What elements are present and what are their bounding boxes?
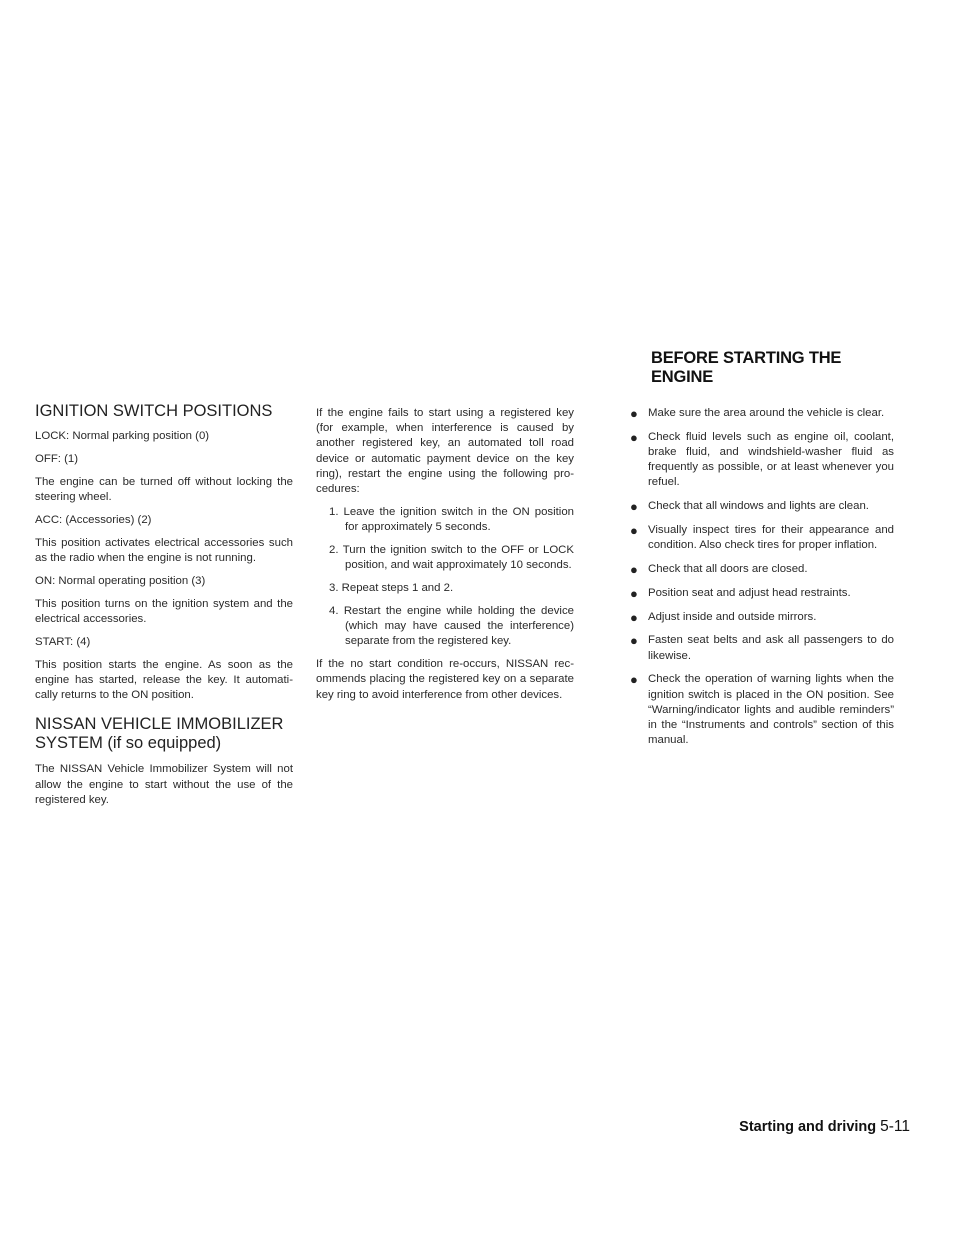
list-item	[630, 430, 894, 491]
column-restart-procedure	[316, 406, 574, 711]
list-item	[630, 523, 894, 553]
footer-chapter: Starting and driving	[739, 1119, 877, 1135]
heading-line: NISSAN VEHICLE IMMOBILIZER	[35, 715, 284, 734]
heading-immobilizer-system	[35, 715, 293, 753]
column-ignition-switch	[35, 402, 293, 816]
paragraph: This position turns on the ignition system and the electrical accessories.	[35, 597, 293, 625]
list-item-text: Visually inspect tires for their appearance and condition. Also check tires for proper inflation.	[648, 524, 894, 552]
list-item	[630, 672, 894, 748]
paragraph: ON: Normal operating position (3)	[35, 574, 206, 587]
paragraph: This position starts the engine. As soon as the engine has started, release the key. It automatically returns to the ON position.	[35, 658, 293, 702]
paragraph: The engine can be turned off without locking the steering wheel.	[35, 475, 293, 503]
bullet-icon: ●	[630, 585, 638, 601]
paragraph: OFF: (1)	[35, 452, 79, 465]
paragraph: LOCK: Normal parking position (0)	[35, 430, 210, 442]
list-item-text: Check fluid levels such as engine oil, coolant, brake fluid, and windshield-washer fluid as frequently as possible, or at least whenever you refuel.	[648, 430, 894, 489]
list-item	[630, 499, 894, 514]
bullet-icon: ●	[630, 633, 638, 649]
list-item-text: Check the operation of warning lights when the ignition switch is placed in the ON position. See “Warning/indicator lights and audible reminders” in the “Instruments and controls” section of this manual.	[648, 673, 894, 747]
list-item	[630, 406, 894, 421]
paragraph: The NISSAN Vehicle Immobilizer System will not allow the engine to start without the use of the registered key.	[35, 763, 293, 806]
paragraph: If the no start condition re-occurs, NISSAN recommends placing the registered key on a separate key ring to avoid interference from other devices.	[316, 658, 574, 701]
page-number: 5-11	[880, 1118, 910, 1135]
procedure-steps	[316, 505, 574, 650]
bullet-icon: ●	[630, 609, 638, 625]
heading-ignition-switch-positions: IGNITION SWITCH POSITIONS	[35, 402, 273, 420]
list-item	[630, 610, 894, 625]
list-item: 2. Turn the ignition switch to the OFF or LOCK position, and wait approximately 10 seconds.	[329, 544, 574, 572]
list-item	[630, 633, 894, 663]
bullet-icon: ●	[630, 499, 638, 515]
list-item-text: Check that all windows and lights are clean.	[648, 500, 869, 513]
list-item: 3. Repeat steps 1 and 2.	[329, 582, 454, 595]
page-footer	[739, 1118, 910, 1136]
bullet-icon: ●	[630, 523, 638, 538]
list-item-text: Position seat and adjust head restraints.	[648, 586, 851, 599]
list-item	[630, 562, 894, 577]
list-item-text: Check that all doors are closed.	[648, 563, 808, 575]
bullet-icon: ●	[630, 672, 638, 688]
list-item-text: Make sure the area around the vehicle is clear.	[648, 407, 885, 419]
checklist	[630, 406, 894, 748]
paragraph: This position activates electrical accessories such as the radio when the engine is not running.	[35, 536, 293, 564]
bullet-icon: ●	[630, 406, 638, 421]
bullet-icon: ●	[630, 429, 638, 445]
column-checklist	[630, 406, 894, 757]
paragraph: START: (4)	[35, 635, 91, 648]
list-item: 1. Leave the ignition switch in the ON position for approximately 5 seconds.	[329, 505, 574, 534]
heading-line: SYSTEM (if so equipped)	[35, 734, 222, 753]
bullet-icon: ●	[630, 562, 638, 577]
list-item: 4. Restart the engine while holding the device (which may have caused the interference) separate from the registered key.	[329, 604, 574, 648]
paragraph: ACC: (Accessories) (2)	[35, 513, 152, 526]
list-item-text: Fasten seat belts and ask all passengers to do likewise.	[648, 634, 894, 662]
list-item-text: Adjust inside and outside mirrors.	[648, 610, 817, 623]
list-item	[630, 586, 894, 601]
paragraph: If the engine fails to start using a registered key (for example, when interference is caused by another registered key, an automated toll road device or automatic payment device on the key ring), restart the engine using the following procedures:	[316, 407, 574, 496]
section-title: BEFORE STARTING THE ENGINE	[651, 349, 842, 386]
